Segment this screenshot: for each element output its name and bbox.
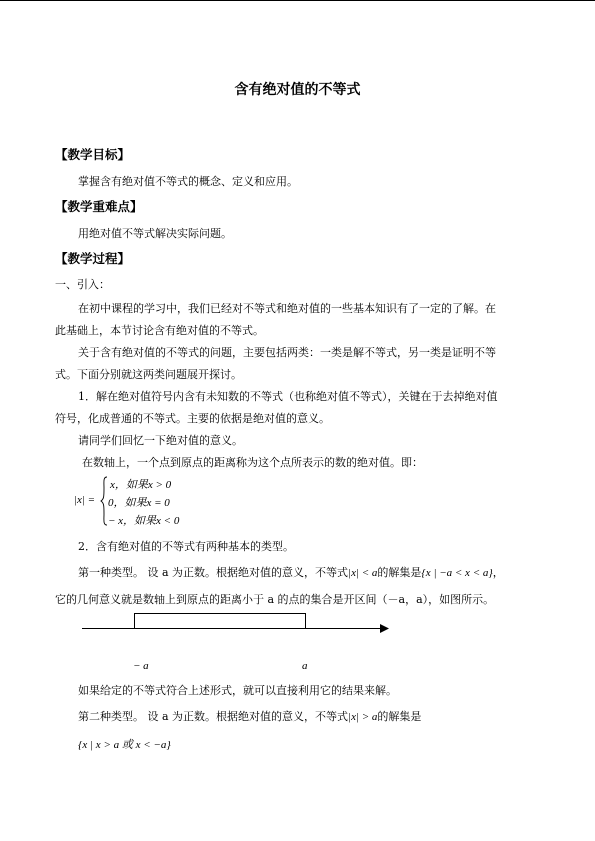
paragraph-6: 2．含有绝对值的不等式有两种基本的类型。 [78, 540, 294, 553]
interval-left-edge [134, 613, 135, 628]
case-positive: x，如果x > 0 [110, 479, 172, 491]
paragraph-4: 请同学们回忆一下绝对值的意义。 [78, 434, 243, 447]
paragraph-2-line-1: 关于含有绝对值的不等式的问题，主要包括两类：一类是解不等式，另一类是证明不等 [78, 346, 496, 359]
paragraph-1-line-2: 此基础上，本节讨论含有绝对值的不等式。 [55, 324, 264, 337]
goal-text: 掌握含有绝对值不等式的概念、定义和应用。 [78, 175, 298, 188]
paragraph-8: 它的几何意义就是数轴上到原点的距离小于 a 的点的集合是开区间（－a，a），如图所示。 [55, 593, 495, 606]
paragraph-7-line-1 [78, 566, 504, 580]
case-zero: 0，如果x = 0 [108, 497, 170, 509]
paragraph-3-line-1: 1．解在绝对值符号内含有未知数的不等式（也称绝对值不等式），关键在于去掉绝对值 [78, 390, 498, 403]
key-points-text: 用绝对值不等式解决实际问题。 [78, 227, 232, 240]
abs-value-lhs: |x| = [74, 494, 96, 506]
paragraph-7-text-b: 的解集是 [377, 566, 422, 579]
interval-right-edge [305, 613, 306, 628]
paragraph-7-text-a: 第一种类型。 设 a 为正数。根据绝对值的意义，不等式 [78, 566, 349, 579]
left-brace-icon [100, 476, 108, 526]
case-negative: − x，如果x < 0 [108, 515, 180, 527]
paragraph-10-text-b: 的解集是 [377, 710, 422, 723]
paragraph-10-text-a: 第二种类型。 设 a 为正数。根据绝对值的意义，不等式 [78, 710, 349, 723]
top-rule [0, 0, 595, 1]
solution-set-2: {x | x > a 或 x < −a} [78, 739, 171, 751]
paragraph-1-line-1: 在初中课程的学习中，我们已经对不等式和绝对值的一些基本知识有了一定的了解。在 [78, 302, 496, 315]
axis-label-a: a [302, 660, 308, 672]
paragraph-5: 在数轴上，一个点到原点的距离称为这个点所表示的数的绝对值。即： [82, 456, 423, 469]
paragraph-3-line-2: 符号，化成普通的不等式。主要的依据是绝对值的意义。 [55, 412, 330, 425]
paragraph-2-line-2: 式。下面分别就这两类问题展开探讨。 [55, 368, 242, 381]
section-heading-key-points: 【教学重难点】 [55, 199, 143, 214]
axis-label-negative-a: − a [133, 660, 149, 672]
section-heading-process: 【教学过程】 [55, 251, 131, 266]
page-title: 含有绝对值的不等式 [234, 82, 361, 98]
paragraph-10 [78, 710, 421, 724]
inequality-greater-than: |x| > a [348, 711, 378, 723]
interval-top [134, 613, 306, 614]
arrow-right-icon [380, 624, 389, 633]
number-line [82, 628, 384, 629]
intro-label: 一、引入： [55, 278, 110, 291]
solution-set-1: {x | −a < x < a} [421, 567, 493, 579]
paragraph-9: 如果给定的不等式符合上述形式，就可以直接利用它的结果来解。 [78, 684, 397, 697]
section-heading-goal: 【教学目标】 [55, 147, 131, 162]
inequality-less-than: |x| < a [348, 567, 378, 579]
paragraph-7-text-c: ， [492, 566, 504, 579]
